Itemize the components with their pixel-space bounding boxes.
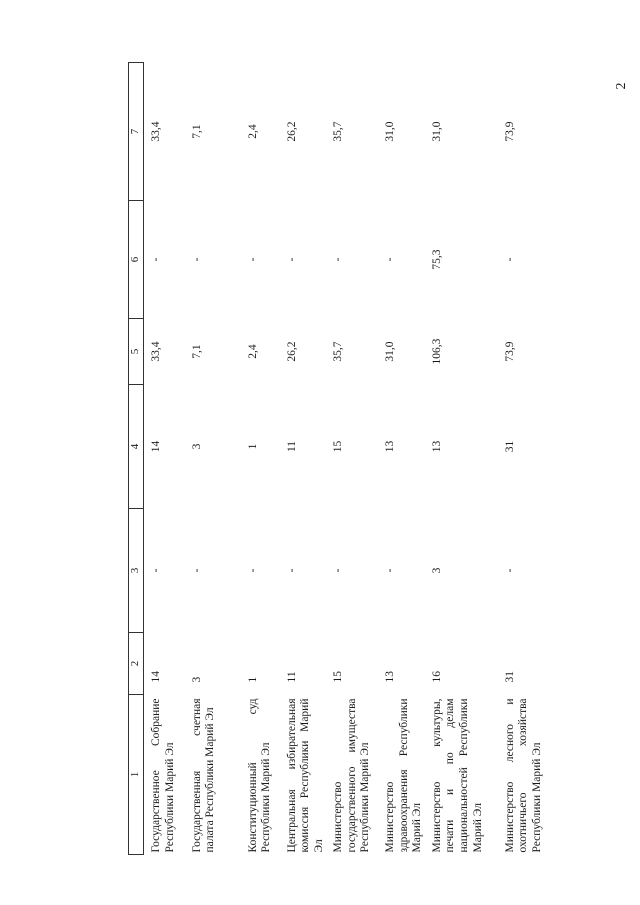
cell-col5: 2,4 [246, 344, 259, 359]
cell-col3: - [332, 568, 345, 573]
column-header-3: 3 [129, 509, 144, 633]
cell-col4: 13 [384, 440, 397, 453]
organization-name: Министерство государственного имущества Республики Марий Эл [332, 698, 372, 853]
organization-name: Министерство культуры, печати и по делам национальностей Республики Марий Эл [430, 698, 484, 853]
cell-col3: - [503, 568, 516, 573]
cell-col4: 13 [430, 440, 443, 453]
cell-col7: 35,7 [332, 121, 345, 142]
column-header-6: 6 [129, 201, 144, 319]
cell-col3: - [384, 568, 397, 573]
cell-col3: - [246, 568, 259, 573]
cell-col5: 33,4 [150, 341, 162, 362]
cell-col2: 14 [150, 671, 162, 683]
cell-col2: 13 [384, 671, 397, 683]
cell-col6: - [384, 257, 397, 262]
table-row [185, 63, 241, 855]
cell-col7: 73,9 [503, 121, 516, 142]
column-header-7: 7 [129, 63, 144, 201]
organization-name: Министерство здравоохранения Республики Марий Эл [384, 698, 424, 853]
column-header-4: 4 [129, 385, 144, 509]
cell-col2: 3 [190, 676, 203, 683]
column-header-5: 5 [129, 319, 144, 385]
cell-col5: 35,7 [332, 341, 345, 362]
cell-col2: 16 [430, 671, 443, 683]
cell-col4: 31 [503, 440, 516, 453]
cell-col7: 7,1 [190, 124, 203, 139]
cell-col2: 31 [503, 671, 516, 683]
cell-col3: - [150, 568, 162, 573]
cell-col5: 26,2 [285, 341, 298, 362]
cell-col5: 7,1 [190, 344, 203, 359]
cell-col4: 11 [285, 440, 298, 453]
cell-col5: 73,9 [503, 341, 516, 362]
table-row [378, 63, 425, 855]
cell-col3: - [285, 568, 298, 573]
cell-col2: 11 [285, 671, 298, 683]
cell-col4: 15 [332, 440, 345, 453]
cell-col4: 1 [246, 443, 259, 450]
cell-col4: 3 [190, 443, 203, 450]
table-row [280, 63, 327, 855]
organization-name: Государственное Собрание Республики Марий Эл [150, 698, 176, 853]
cell-col6: 75,3 [430, 249, 443, 270]
cell-col5: 106,3 [430, 338, 443, 365]
table-row [241, 63, 280, 855]
organization-name: Центральная избирательная комиссия Республики Марий Эл [285, 698, 325, 853]
cell-col6: - [503, 257, 516, 262]
cell-col7: 31,0 [384, 121, 397, 142]
table-row [425, 63, 498, 855]
cell-col7: 31,0 [430, 121, 443, 142]
staff-table [128, 62, 568, 855]
cell-col7: 2,4 [246, 124, 259, 139]
organization-name: Конституционный суд Республики Марий Эл [246, 698, 273, 853]
cell-col2: 15 [332, 671, 345, 683]
rotated-table-container [128, 63, 628, 855]
table-row [498, 63, 568, 855]
cell-col2: 1 [246, 676, 259, 683]
cell-col6: - [246, 257, 259, 262]
cell-col5: 31,0 [384, 341, 397, 362]
page-number: 2 [614, 82, 629, 90]
organization-name: Государственная счетная палата Республики Марий Эл [190, 698, 217, 853]
cell-col7: 26,2 [285, 121, 298, 142]
cell-col6: - [285, 257, 298, 262]
cell-col3: - [190, 568, 203, 573]
organization-name: Министерство лесного и охотничьего хозяйства Республики Марий Эл [503, 698, 543, 853]
table-row [144, 63, 185, 855]
cell-col3: 3 [430, 567, 443, 574]
column-number-row [129, 63, 144, 855]
column-header-1: 1 [129, 695, 144, 855]
cell-col6: - [332, 257, 345, 262]
cell-col6: - [190, 257, 203, 262]
column-header-2: 2 [129, 633, 144, 695]
cell-col6: - [150, 257, 162, 262]
cell-col7: 33,4 [150, 121, 162, 142]
cell-col4: 14 [150, 440, 162, 453]
table-row [326, 63, 378, 855]
